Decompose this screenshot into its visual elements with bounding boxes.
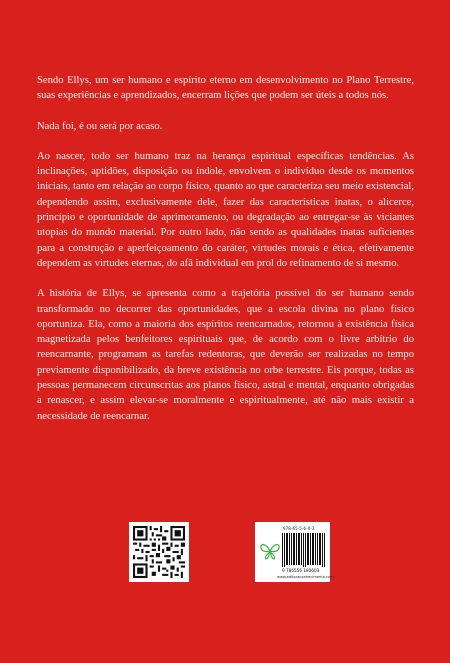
paragraph-intro: Sendo Ellys, um ser humano e espírito eterno em desenvolvimento no Plano Terrestre, suas experiências e aprendizados, encerram lições que podem ser úteis a todos nós. (37, 75, 414, 102)
butterfly-logo-icon (260, 542, 280, 560)
qr-code (129, 522, 189, 582)
barcode-icon (282, 533, 326, 573)
isbn-label: 978-65-5-6-0-3 (283, 526, 315, 531)
back-cover-text (37, 73, 414, 439)
qr-code-icon (133, 526, 185, 578)
paragraph-historia: A história de Ellys, se apresenta como a trajetória possível do ser humano sendo transformado no decorrer das oportunidades, que a escola divina no plano físico oportuniza. Ela, como a maioria dos espíritos reencarnados, retornou à existência física magnetizada pelos benfeitores espirituais que, de acordo com o livre arbítrio do reencarnante, programam as tarefas redentoras, que deverão ser realizadas no tempo previamente disponibilizado, da breve existência no orbe terrestre. Eis porque, todas as pessoas permanecem circunscritas aos planos físico, astral e mental, enquanto obrigadas a renascer, e assim elevar-se moralmente e espiritualmente, até não mais existir a necessidade de reencarnar. (37, 288, 414, 422)
barcode-number: 9 786556 180603 (282, 568, 320, 573)
publisher-site: www.editoraconhecimento.com (277, 575, 334, 579)
barcode-box (255, 522, 334, 582)
paragraph-nada: Nada foi, é ou será por acaso. (37, 120, 163, 132)
paragraph-nascer: Ao nascer, todo ser humano traz na herança espiritual específicas tendências. As inclinações, aptidões, disposição ou índole, envolvem o indivíduo desde os momentos iniciais, tanto em relação ao corpo físico, quanto ao que caracteriza seu meio existencial, dependendo assim, exclusivamente dele, fazer das características inatas, o alicerce, princípio e oportunidade de aprimoramento, ou degradação ao entregar-se às viciantes utopias do mundo material. Por outro lado, não sendo as qualidades inatas suficientes para a construção e aperfeiçoamento do caráter, virtudes morais e ética, efetivamente dependem as virtudes eternas, do afã individual em prol do refinamento de si mesmo. (37, 150, 414, 269)
